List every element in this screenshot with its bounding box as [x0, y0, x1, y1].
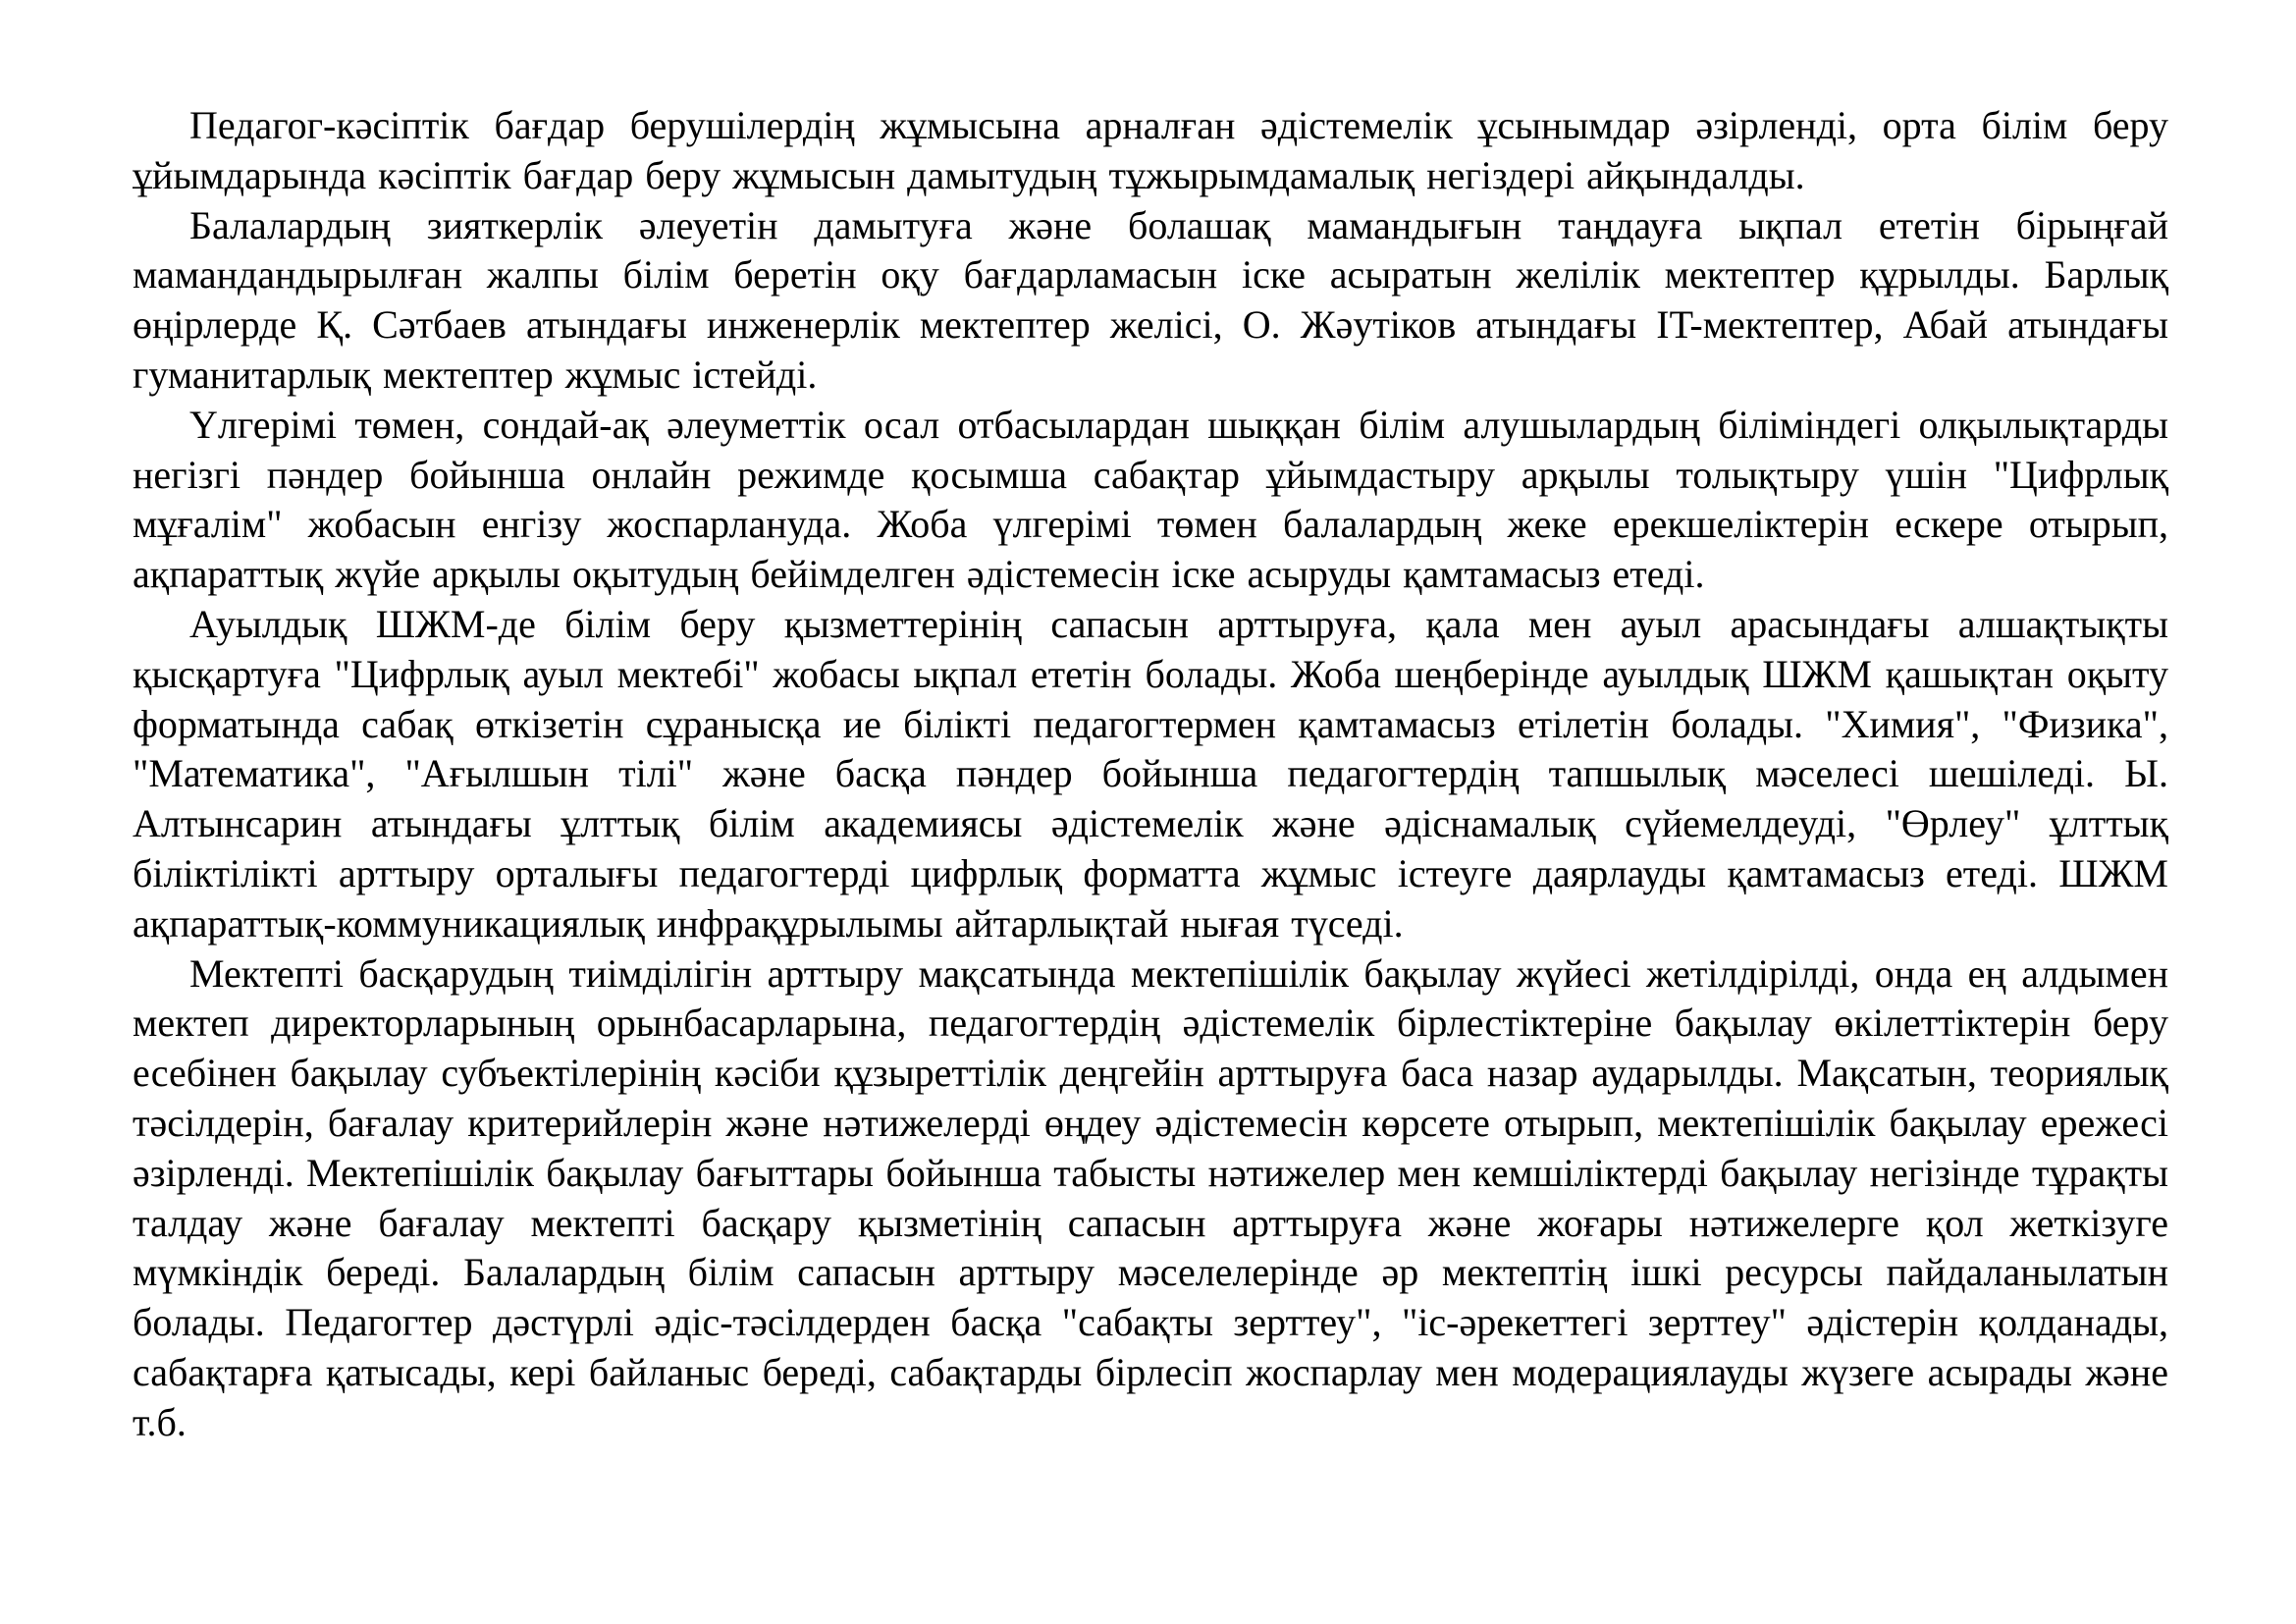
- document-body: [133, 101, 2168, 1448]
- paragraph: Балалардың зияткерлік әлеуетін дамытуға және болашақ мамандығын таңдауға ықпал ететін бірыңғай мамандандырылған жалпы білім беретін оқу бағдарламасын іске асыратын желілік мектептер құрылды. Барлық өңірлерде Қ. Сәтбаев атындағы инженерлік мектептер желісі, О. Жәутіков атындағы IT-мектептер, Абай атындағы гуманитарлық мектептер жұмыс істейді.: [133, 202, 2168, 397]
- paragraph: Ауылдық ШЖМ-де білім беру қызметтерінің сапасын арттыруға, қала мен ауыл арасындағы алшақтықты қысқартуға "Цифрлық ауыл мектебі" жобасы ықпал ететін болады. Жоба шеңберінде ауылдық ШЖМ қашықтан оқыту форматында сабақ өткізетін сұранысқа ие білікті педагогтермен қамтамасыз етілетін болады. "Химия", "Физика", "Математика", "Ағылшын тілі" және басқа пәндер бойынша педагогтердің тапшылық мәселесі шешіледі. Ы. Алтынсарин атындағы ұлттық білім академиясы әдістемелік және әдіснамалық сүйемелдеуді, "Өрлеу" ұлттық біліктілікті арттыру орталығы педагогтерді цифрлық форматта жұмыс істеуге даярлауды қамтамасыз етеді. ШЖМ ақпараттық-коммуникациялық инфрақұрылымы айтарлықтай нығая түседі.: [133, 601, 2168, 946]
- paragraph: Үлгерімі төмен, сондай-ақ әлеуметтік осал отбасылардан шыққан білім алушылардың біліміндегі олқылықтарды негізгі пәндер бойынша онлайн режимде қосымша сабақтар ұйымдастыру арқылы толықтыру үшін "Цифрлық мұғалім" жобасын енгізу жоспарлануда. Жоба үлгерімі төмен балалардың жеке ерекшеліктерін ескере отырып, ақпараттық жүйе арқылы оқытудың бейімделген әдістемесін іске асыруды қамтамасыз етеді.: [133, 402, 2168, 597]
- paragraph: Мектепті басқарудың тиімділігін арттыру мақсатында мектепішілік бақылау жүйесі жетілдірілді, онда ең алдымен мектеп директорларының орынбасарларына, педагогтердің әдістемелік бірлестіктеріне бақылау өкілеттіктерін беру есебінен бақылау субъектілерінің кәсіби құзыреттілік деңгейін арттыруға баса назар аударылды. Мақсатын, теориялық тәсілдерін, бағалау критерийлерін және нәтижелерді өңдеу әдістемесін көрсете отырып, мектепішілік бақылау ережесі әзірленді. Мектепішілік бақылау бағыттары бойынша табысты нәтижелер мен кемшіліктерді бақылау негізінде тұрақты талдау және бағалау мектепті басқару қызметінің сапасын арттыруға және жоғары нәтижелерге қол жеткізуге мүмкіндік береді. Балалардың білім сапасын арттыру мәселелерінде әр мектептің ішкі ресурсы пайдаланылатын болады. Педагогтер дәстүрлі әдіс-тәсілдерден басқа "сабақты зерттеу", "іс-әрекеттегі зерттеу" әдістерін қолданады, сабақтарға қатысады, кері байланыс береді, сабақтарды бірлесіп жоспарлау мен модерациялауды жүзеге асырады және т.б.: [133, 950, 2168, 1444]
- paragraph: Педагог-кәсіптік бағдар берушілердің жұмысына арналған әдістемелік ұсынымдар әзірленді, орта білім беру ұйымдарында кәсіптік бағдар беру жұмысын дамытудың тұжырымдамалық негіздері айқындалды.: [133, 103, 2168, 197]
